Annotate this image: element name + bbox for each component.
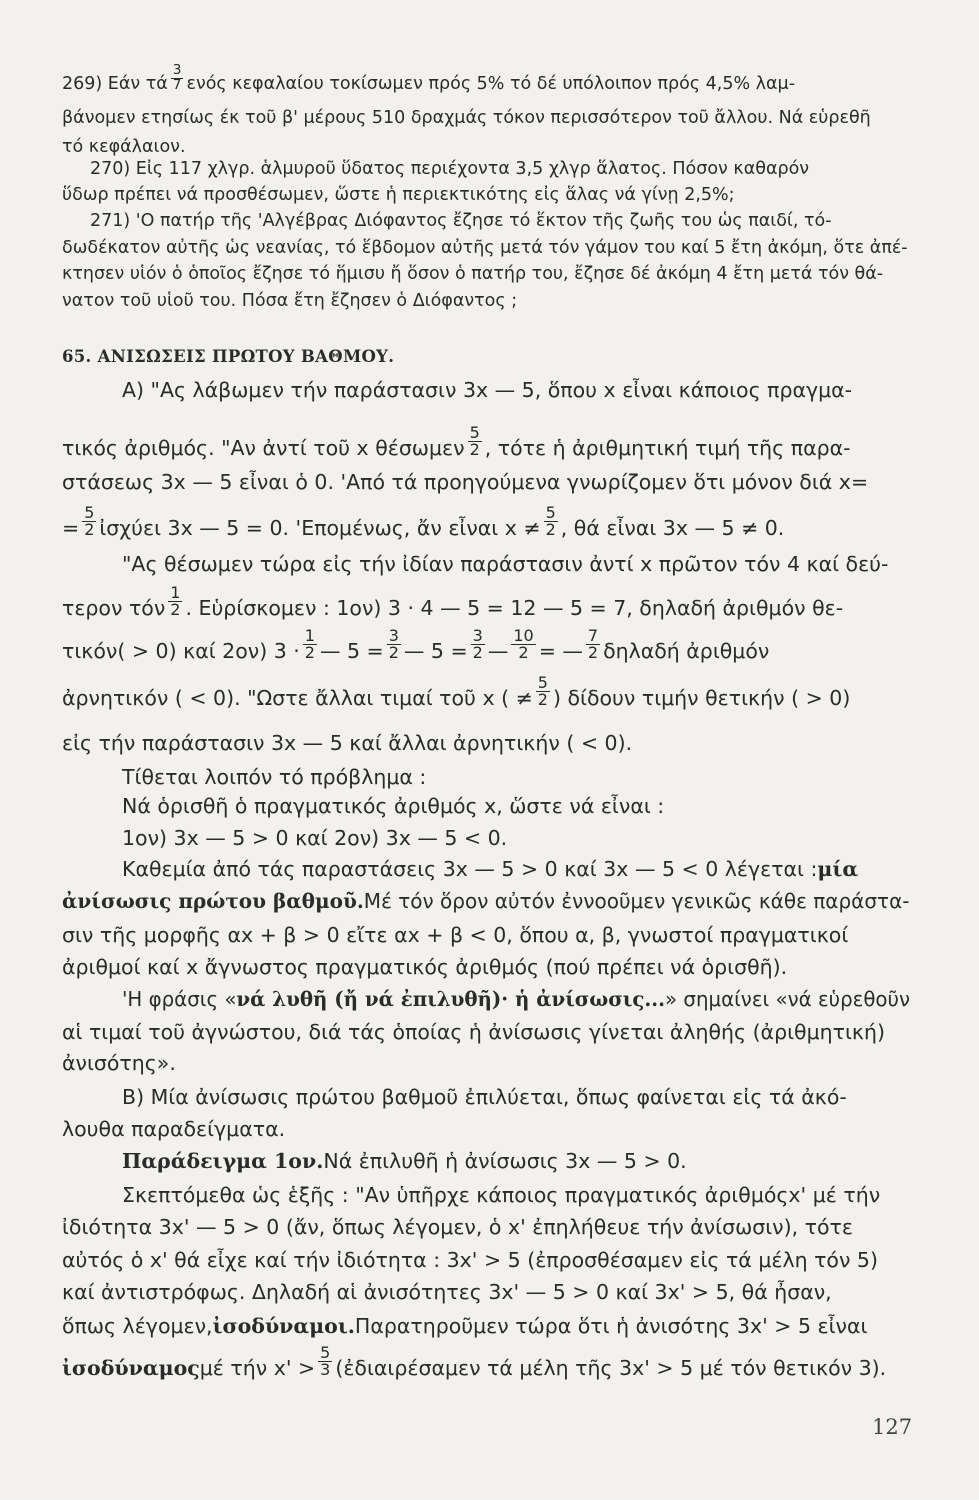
section-a-line-15: σιν τῆς μορφῆς αx + β > 0 εἴτε αx + β < 0, ὅπου α, β, γνωστοί πραγματικοί [62, 923, 849, 947]
section-a-line-10: Τίθεται λοιπόν τό πρόβλημα : [122, 765, 427, 789]
section-a-line-3: στάσεως 3x — 5 εἶναι ὁ 0. 'Από τά προηγούμενα γνωρίζομεν ὅτι μόνον διά x= [62, 470, 869, 494]
fraction: $\frac{10}{2}$ [513, 626, 534, 662]
exercise-271-line-3: κτησεν υἱόν ὁ ὁποῖος ἔζησε τό ἥμισυ ἤ ὅσον ὁ πατήρ του, ἔζησε δέ ἀκόμη 4 ἔτη μετά τόν θά- [62, 264, 884, 284]
exercise-270-line-2: ὕδωρ πρέπει νά προσθέσωμεν, ὥστε ἡ περιεκτικότης εἰς ἅλας νά γίνῃ 2,5%; [62, 185, 735, 205]
exercise-271-line-2: δωδέκατον αὐτῆς ὡς νεανίας, τό ἕβδομον αὐτῆς μετά τόν γάμον του καί 5 ἔτη ἀκόμη, ὅτε ἀπέ- [62, 238, 908, 258]
example-1-title: Παράδειγμα 1ον.Νά ἐπιλυθῆ ἡ ἀνίσωσις 3x — 5 > 0. [122, 1149, 687, 1173]
section-a-line-7: τικόν( > 0) καί 2ον) 3 · $\frac{1}{2}$ — 5 = $\frac{3}{2}$ — 5 = $\frac{3}{2}$ — $\frac{10}{2}$ = — $\frac{7}{2}$ δηλαδή ἀριθμόν [62, 626, 770, 663]
fraction: $\frac{5}{3}$ [320, 1343, 331, 1379]
fraction: $\frac{5}{2}$ [469, 423, 480, 459]
section-a-line-1: A) "Ας λάβωμεν τήν παράστασιν 3x — 5, ὅπου x εἶναι κάποιος πραγμα- [122, 378, 853, 402]
fraction: $\frac{5}{2}$ [545, 503, 556, 539]
section-a-line-17: 'Η φράσις «νά λυθῆ (ἤ νά ἐπιλυθῆ)· ἡ ἀνίσωσις...» σημαίνει «νά εὑρεθοῦν [122, 987, 911, 1011]
fraction: $\frac{3}{2}$ [472, 626, 483, 662]
section-b-line-2: λουθα παραδείγματα. [62, 1117, 286, 1141]
section-a-line-8: ἀρνητικόν ( < 0). "Ωστε ἄλλαι τιμαί τοῦ x ( ≠ $\frac{5}{2}$ ) δίδουν τιμήν θετικήν ( > 0) [62, 673, 851, 710]
section-a-line-2: τικός ἀριθμός. "Αν ἀντί τοῦ x θέσωμεν $\frac{5}{2}$ , τότε ἡ ἀριθμητική τιμή τῆς παρα- [62, 423, 851, 460]
section-b-line-4: ἰδιότητα 3x' — 5 > 0 (ἄν, ὅπως λέγομεν, ὁ x' ἐπηλήθευε τήν ἀνίσωσιν), τότε [62, 1215, 853, 1239]
fraction: $\frac{3}{7}$ [172, 62, 182, 93]
fraction: $\frac{1}{2}$ [170, 583, 181, 619]
section-a-line-11: Νά ὁρισθῆ ὁ πραγματικός ἀριθμός x, ὥστε νά εἶναι : [122, 794, 665, 818]
fraction: $\frac{5}{2}$ [537, 673, 548, 709]
exercise-270-line-1: 270) Εἰς 117 χλγρ. ἁλμυροῦ ὕδατος περιέχοντα 3,5 χλγρ ἅλατος. Πόσον καθαρόν [90, 159, 810, 179]
section-b-line-6: καί ἀντιστρόφως. Δηλαδή αἱ ἀνισότητες 3x' — 5 > 0 καί 3x' > 5, θά ἦσαν, [62, 1280, 832, 1304]
section-a-line-4: = $\frac{5}{2}$ ἰσχύει 3x — 5 = 0. 'Επομένως, ἄν εἶναι x ≠ $\frac{5}{2}$ , θά εἶναι 3x — 5 ≠ 0. [62, 503, 785, 540]
section-a-line-12: 1ον) 3x — 5 > 0 καί 2ον) 3x — 5 < 0. [122, 826, 508, 850]
section-b-line-7: ὅπως λέγομεν,ἰσοδύναμοι.Παρατηροῦμεν τώρα ὅτι ἡ ἀνισότης 3x' > 5 εἶναι [62, 1314, 868, 1338]
section-b-line-1: B) Μία ἀνίσωσις πρώτου βαθμοῦ ἐπιλύεται, ὅπως φαίνεται εἰς τά ἀκό- [122, 1085, 847, 1109]
page-number: 127 [872, 1415, 913, 1439]
fraction: $\frac{3}{2}$ [388, 626, 399, 662]
section-a-line-6: τερον τόν $\frac{1}{2}$ . Εὑρίσκομεν : 1ον) 3 · 4 — 5 = 12 — 5 = 7, δηλαδή ἀριθμόν θε- [62, 583, 844, 620]
exercise-271-line-4: νατον τοῦ υἱοῦ του. Πόσα ἔτη ἔζησεν ὁ Διόφαντος ; [62, 291, 518, 311]
fraction: $\frac{5}{2}$ [84, 503, 95, 539]
section-a-line-19: ἀνισότης». [62, 1051, 176, 1075]
section-a-line-9: εἰς τήν παράστασιν 3x — 5 καί ἄλλαι ἀρνητικήν ( < 0). [62, 731, 633, 755]
section-a-line-13: Καθεμία ἀπό τάς παραστάσεις 3x — 5 > 0 καί 3x — 5 < 0 λέγεται :μία [122, 857, 859, 881]
section-b-line-5: αὐτός ὁ x' θά εἶχε καί τήν ἰδιότητα : 3x' > 5 (ἐπροσθέσαμεν εἰς τά μέλη τόν 5) [62, 1248, 878, 1272]
section-a-line-14: ἀνίσωσις πρώτου βαθμοῦ.Μέ τόν ὅρον αὐτόν ἐννοοῦμεν γενικῶς κάθε παράστα- [62, 889, 910, 913]
exercise-269-line-3: τό κεφάλαιον. [62, 137, 186, 157]
section-a-line-18: αἱ τιμαί τοῦ ἀγνώστου, διά τάς ὁποίας ἡ ἀνίσωσις γίνεται ἀληθής (ἀριθμητική) [62, 1020, 885, 1044]
section-b-line-3: Σκεπτόμεθα ὡς ἑξῆς : "Αν ὑπῆρχε κάποιος πραγματικός ἀριθμόςx' μέ τήν [122, 1183, 881, 1207]
section-heading: 65. ΑΝΙΣΩΣΕΙΣ ΠΡΩΤΟΥ ΒΑΘΜΟΥ. [62, 347, 395, 366]
exercise-271-line-1: 271) 'Ο πατήρ τῆς 'Αλγέβρας Διόφαντος ἔζησε τό ἕκτον τῆς ζωῆς του ὡς παιδί, τό- [90, 211, 832, 231]
fraction: $\frac{7}{2}$ [587, 626, 599, 662]
fraction: $\frac{1}{2}$ [304, 626, 315, 662]
exercise-269-line-2: βάνομεν ετησίως έκ τοῦ β' μέρους 510 δραχμάς τόκον περισσότερον τοῦ ἄλλου. Νά εὑρεθῆ [62, 108, 871, 128]
exercise-269-line-1: 269) Εάν τά $\frac{3}{7}$ ενός κεφαλαίου τοκίσωμεν πρός 5% τό δέ υπόλοιπον πρός 4,5% λαμ- [62, 62, 796, 94]
section-a-line-5: "Ας θέσωμεν τώρα εἰς τήν ἰδίαν παράστασιν ἀντί x πρῶτον τόν 4 καί δεύ- [122, 552, 889, 576]
section-a-line-16: ἀριθμοί καί x ἄγνωστος πραγματικός ἀριθμός (πού πρέπει νά ὁρισθῆ). [62, 955, 788, 979]
section-b-line-8: ἰσοδύναμοςμέ τήν x' > $\frac{5}{3}$ (ἐδιαιρέσαμεν τά μέλη τῆς 3x' > 5 μέ τόν θετικόν 3). [62, 1343, 887, 1380]
